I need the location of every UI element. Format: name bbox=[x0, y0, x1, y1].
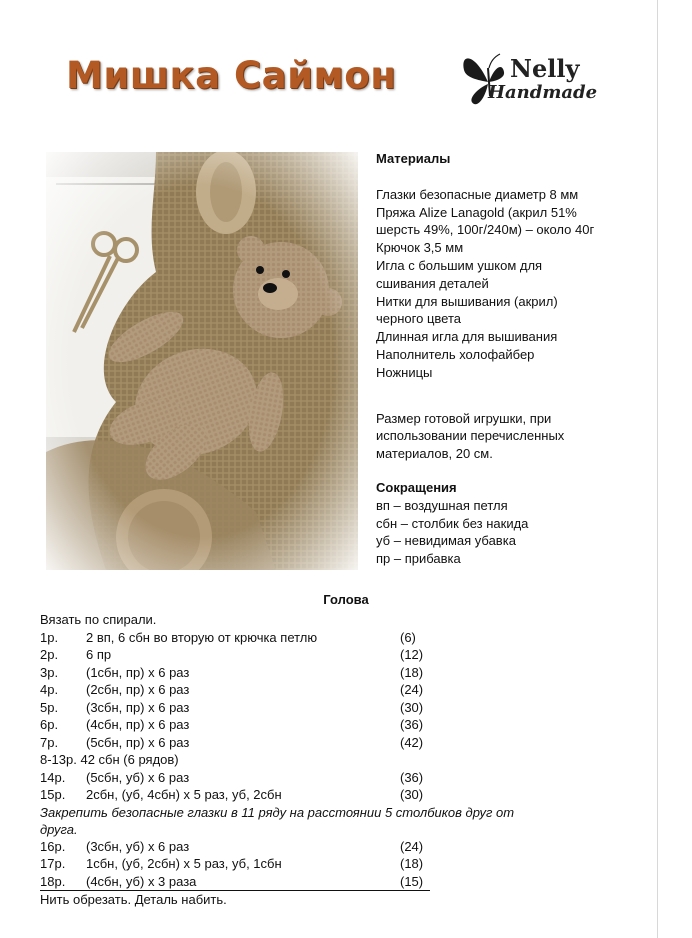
materials-item: Глазки безопасные диаметр 8 мм bbox=[376, 186, 579, 202]
pattern-intro: Вязать по спирали. bbox=[40, 612, 157, 627]
logo-text-nelly: Nelly bbox=[510, 54, 580, 83]
row-instruction: (5сбн, пр) х 6 раз bbox=[86, 734, 190, 750]
materials-item: черного цвета bbox=[376, 311, 461, 327]
size-line: материалов, 20 см. bbox=[376, 446, 493, 462]
eyes-note-line: Закрепить безопасные глазки в 11 ряду на расстоянии 5 столбиков друг от bbox=[40, 804, 515, 820]
row-count: (18) bbox=[400, 664, 424, 680]
pattern-row bbox=[40, 699, 640, 717]
size-line: использовании перечисленных bbox=[376, 428, 565, 444]
row-count: (30) bbox=[400, 699, 424, 715]
abbreviations-heading: Сокращения bbox=[376, 479, 457, 495]
brand-logo bbox=[458, 48, 618, 112]
row-count: (6) bbox=[400, 629, 416, 645]
materials-item: Крючок 3,5 мм bbox=[376, 240, 464, 256]
row-number: 16р. bbox=[40, 838, 66, 854]
row-count: (24) bbox=[400, 682, 424, 697]
materials-item: Ножницы bbox=[376, 364, 433, 380]
row-count: (30) bbox=[400, 787, 424, 802]
pattern-row bbox=[40, 629, 640, 647]
row-number: 3р. bbox=[40, 664, 59, 680]
pattern-row bbox=[40, 786, 640, 804]
row-instruction: (5сбн, уб) х 6 раз bbox=[86, 769, 190, 785]
row-number: 1р. bbox=[40, 629, 59, 645]
row-number: 7р. bbox=[40, 734, 59, 750]
row-count: (36) bbox=[400, 717, 424, 732]
row-number: 14р. bbox=[40, 769, 66, 785]
row-number: 17р. bbox=[40, 856, 66, 871]
row-count: (36) bbox=[400, 769, 424, 785]
row-count: (15) bbox=[400, 873, 424, 889]
row-count: (12) bbox=[400, 647, 424, 662]
row-number: 2р. bbox=[40, 647, 59, 662]
row-number: 15р. bbox=[40, 787, 66, 802]
row-instruction: (4сбн, уб) х 3 раза bbox=[86, 873, 197, 889]
row-instruction: (4сбн, пр) х 6 раз bbox=[86, 717, 190, 732]
abbreviation-item: сбн – столбик без накида bbox=[376, 515, 529, 531]
row-count: (24) bbox=[400, 838, 424, 854]
abbreviation-item: пр – прибавка bbox=[376, 551, 461, 567]
row-instruction: 2 вп, 6 сбн во вторую от крючка петлю bbox=[86, 629, 318, 645]
materials-item: Пряжа Alize Lanagold (акрил 51% bbox=[376, 204, 577, 220]
pattern-row bbox=[40, 716, 640, 734]
row-instruction: 1сбн, (уб, 2сбн) х 5 раз, уб, 1сбн bbox=[86, 856, 282, 871]
row-instruction: (1сбн, пр) х 6 раз bbox=[86, 664, 190, 680]
abbreviation-item: вп – воздушная петля bbox=[376, 497, 508, 513]
section-heading-head: Голова bbox=[323, 592, 369, 607]
pattern-row bbox=[40, 769, 640, 787]
abbreviation-item: уб – невидимая убавка bbox=[376, 533, 516, 549]
eyes-note bbox=[40, 804, 620, 838]
head-pattern bbox=[40, 611, 640, 909]
pattern-title: Мишка Саймон bbox=[66, 54, 397, 97]
row-instruction: (3сбн, уб) х 6 раз bbox=[86, 838, 190, 854]
pattern-row bbox=[40, 664, 640, 682]
materials-item: сшивания деталей bbox=[376, 275, 489, 291]
materials-heading: Материалы bbox=[376, 151, 451, 166]
pattern-row bbox=[40, 681, 640, 699]
row-number: 18р. bbox=[40, 873, 66, 889]
row-instruction: (3сбн, пр) х 6 раз bbox=[86, 699, 190, 715]
pattern-row bbox=[40, 734, 640, 752]
materials-item: Наполнитель холофайбер bbox=[376, 346, 535, 362]
row-instruction: (2сбн, пр) х 6 раз bbox=[86, 682, 190, 697]
materials-item: шерсть 49%, 100г/240м) – около 40г bbox=[376, 222, 595, 238]
row-count: (18) bbox=[400, 856, 424, 871]
materials-item: Игла с большим ушком для bbox=[376, 257, 543, 273]
pattern-row bbox=[40, 873, 430, 892]
row-number: 4р. bbox=[40, 682, 59, 697]
logo-text-handmade: Handmade bbox=[488, 82, 598, 103]
page-edge-divider bbox=[657, 0, 658, 938]
pattern-row bbox=[40, 646, 640, 664]
row-count: (42) bbox=[400, 734, 424, 750]
size-line: Размер готовой игрушки, при bbox=[376, 410, 552, 426]
row-number: 5р. bbox=[40, 699, 59, 715]
materials-item: Нитки для вышивания (акрил) bbox=[376, 293, 558, 309]
row-number: 6р. bbox=[40, 717, 59, 732]
materials-panel bbox=[376, 150, 656, 568]
teddy-bear-photo bbox=[46, 152, 358, 570]
eyes-note-line: друга. bbox=[40, 821, 78, 837]
materials-item: Длинная игла для вышивания bbox=[376, 329, 558, 345]
pattern-row bbox=[40, 838, 640, 856]
pattern-row bbox=[40, 855, 640, 873]
pattern-row-8-13: 8-13р. 42 сбн (6 рядов) bbox=[40, 752, 179, 767]
row-instruction: 2сбн, (уб, 4сбн) х 5 раз, уб, 2сбн bbox=[86, 787, 282, 802]
row-instruction: 6 пр bbox=[86, 647, 112, 662]
pattern-final-instruction: Нить обрезать. Деталь набить. bbox=[40, 892, 227, 907]
